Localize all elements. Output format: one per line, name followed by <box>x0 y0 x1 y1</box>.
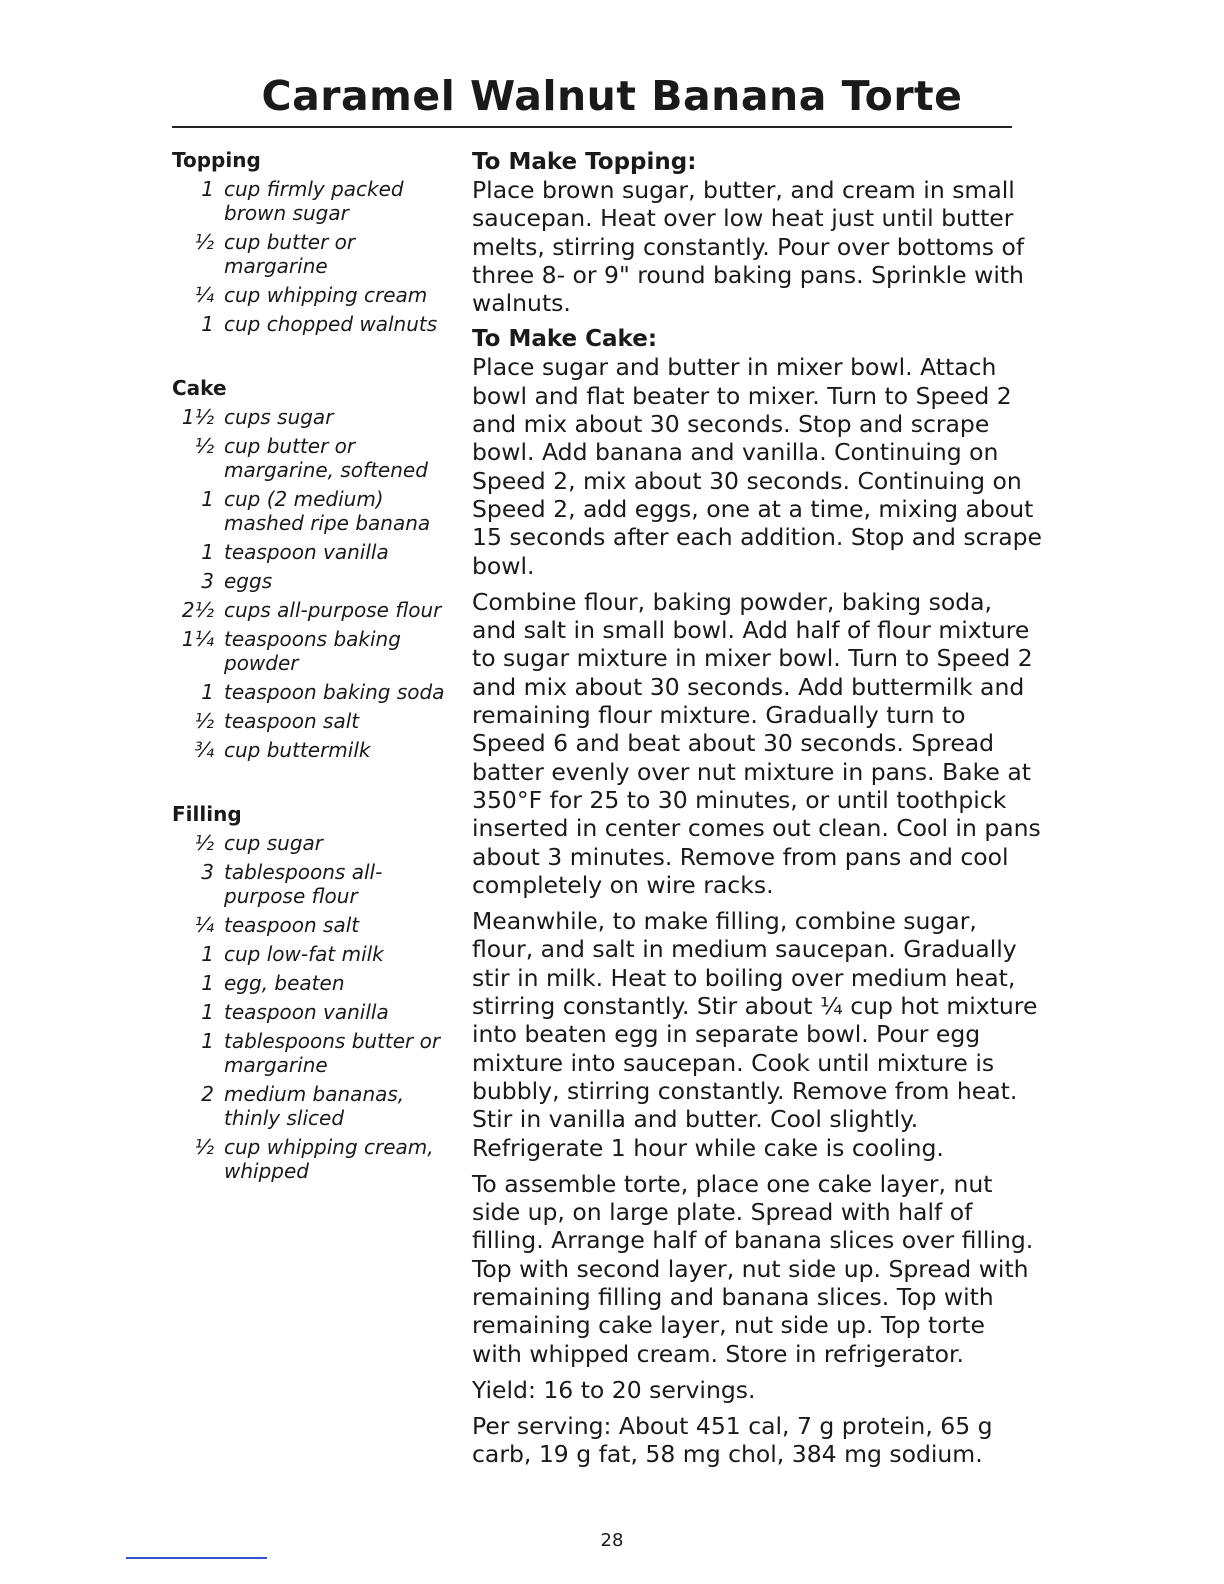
assemble-directions-text: To assemble torte, place one cake layer, nut side up, on large plate. Spread with half of filling. Arrange half of banana slices over filling. Top with second layer, nut side up. Spread with remaining filling and banana slices. Top with remaining cake layer, nut side up. Top torte with whipped cream. Store in refrigerator. <box>472 1169 1034 1368</box>
ingredient-text: cup low-fat milk <box>224 942 384 966</box>
ingredient-item <box>172 627 452 675</box>
filling-section <box>172 802 452 1183</box>
cake-directions-text: Place sugar and butter in mixer bowl. Attach bowl and flat beater to mixer. Turn to Speed 2 and mix about 30 seconds. Stop and scrape bowl. Add banana and vanilla. Continuing on Speed 2, mix about 30 seconds. Continuing on Speed 2, add eggs, one at a time, mixing about 15 seconds after each addition. Stop and scrape bowl. <box>472 353 1043 580</box>
ingredient-item <box>172 1029 452 1077</box>
ingredient-text: eggs <box>224 569 273 593</box>
ingredient-item <box>172 971 452 995</box>
ingredient-amount: 1½ <box>181 405 214 429</box>
ingredient-item <box>172 680 452 704</box>
ingredient-amount: 1 <box>201 487 214 511</box>
ingredient-amount: 1 <box>201 540 214 564</box>
ingredient-amount: ¼ <box>194 283 214 307</box>
yield-text: Yield: 16 to 20 servings. <box>472 1375 756 1404</box>
ingredient-amount: 1 <box>201 312 214 336</box>
ingredient-text: teaspoon vanilla <box>224 1000 389 1024</box>
ingredient-item <box>172 405 452 429</box>
ingredient-amount: 3 <box>201 569 214 593</box>
ingredient-amount: ¾ <box>194 738 214 762</box>
ingredient-item <box>172 540 452 564</box>
topping-heading: Topping <box>172 148 261 172</box>
ingredient-item <box>172 942 452 966</box>
ingredient-item <box>172 709 452 733</box>
ingredient-amount: 1 <box>201 942 214 966</box>
ingredient-amount: ½ <box>194 709 214 733</box>
cake-directions-text-2: Combine flour, baking powder, baking soda, and salt in small bowl. Add half of flour mixture to sugar mixture in mixer bowl. Turn to Speed 2 and mix about 30 seconds. Add buttermilk and remaining flour mixture. Gradually turn to Speed 6 and beat about 30 seconds. Spread batter evenly over nut mixture in pans. Bake at 350°F for 25 to 30 minutes, or until toothpick inserted in center comes out clean. Cool in pans about 3 minutes. Remove from pans and cool completely on wire racks. <box>472 587 1041 899</box>
ingredient-item <box>172 283 452 307</box>
cake-section <box>172 376 452 762</box>
ingredient-text: tablespoons all-purpose flour <box>224 860 383 908</box>
filling-directions-text: Meanwhile, to make filling, combine sugar, flour, and salt in medium saucepan. Gradually stir in milk. Heat to boiling over medium heat, stirring constantly. Stir about ¼ cup hot mixture into beaten egg in separate bowl. Pour egg mixture into saucepan. Cook until mixture is bubbly, stirring constantly. Remove from heat. Stir in vanilla and butter. Cool slightly. Refrigerate 1 hour while cake is cooling. <box>472 907 1038 1162</box>
filling-heading: Filling <box>172 802 242 826</box>
ingredient-text: tablespoons butter or margarine <box>224 1029 441 1077</box>
ingredient-amount: 1 <box>201 177 214 201</box>
ingredient-item <box>172 487 452 535</box>
ingredients-column <box>172 148 452 1223</box>
ingredient-text: cup whipping cream <box>224 283 428 307</box>
ingredient-amount: ½ <box>194 230 214 254</box>
ingredient-text: teaspoon salt <box>224 709 360 733</box>
topping-directions-text: Place brown sugar, butter, and cream in small saucepan. Heat over low heat just until butter melts, stirring constantly. Pour over bottoms of three 8- or 9" round baking pans. Sprinkle with walnuts. <box>472 176 1025 318</box>
ingredient-amount: ½ <box>194 1135 214 1159</box>
ingredient-text: cup chopped walnuts <box>224 312 438 336</box>
ingredient-amount: 2½ <box>181 598 214 622</box>
ingredient-amount: 1¼ <box>181 627 214 651</box>
ingredient-item <box>172 1135 452 1183</box>
ingredient-item <box>172 1082 452 1130</box>
topping-section <box>172 148 452 336</box>
ingredient-text: cup sugar <box>224 831 323 855</box>
ingredient-text: teaspoon salt <box>224 913 360 937</box>
ingredient-text: teaspoon vanilla <box>224 540 389 564</box>
ingredient-amount: ¼ <box>194 913 214 937</box>
ingredient-text: cup butter or margarine <box>224 230 356 278</box>
ingredient-text: teaspoon baking soda <box>224 680 445 704</box>
ingredient-item <box>172 738 452 762</box>
title-divider <box>172 126 1012 128</box>
ingredient-amount: ½ <box>194 831 214 855</box>
ingredient-item <box>172 598 452 622</box>
cake-heading: Cake <box>172 376 227 400</box>
ingredient-amount: 1 <box>201 680 214 704</box>
ingredient-amount: 2 <box>201 1082 214 1106</box>
ingredient-item <box>172 177 452 225</box>
ingredient-text: medium bananas, thinly sliced <box>224 1082 405 1130</box>
ingredient-text: cup (2 medium) mashed ripe banana <box>224 487 431 535</box>
ingredient-item <box>172 312 452 336</box>
ingredient-text: egg, beaten <box>224 971 345 995</box>
ingredient-text: cup buttermilk <box>224 738 371 762</box>
topping-directions-heading: To Make Topping: <box>472 149 697 175</box>
ingredient-item <box>172 230 452 278</box>
ingredient-item <box>172 434 452 482</box>
ingredient-amount: 1 <box>201 1029 214 1053</box>
ingredient-text: cup whipping cream, whipped <box>224 1135 434 1183</box>
ingredient-text: cups sugar <box>224 405 334 429</box>
directions-column <box>472 148 1042 1477</box>
ingredient-text: cup firmly packed brown sugar <box>224 177 404 225</box>
ingredient-amount: ½ <box>194 434 214 458</box>
page-number: 28 <box>600 1530 624 1551</box>
ingredient-text: teaspoons baking powder <box>224 627 401 675</box>
ingredient-text: cup butter or margarine, softened <box>224 434 428 482</box>
ingredient-amount: 1 <box>201 1000 214 1024</box>
ingredient-item <box>172 569 452 593</box>
page-title: Caramel Walnut Banana Torte <box>261 72 963 120</box>
ingredient-text: cups all-purpose flour <box>224 598 442 622</box>
ingredient-item <box>172 831 452 855</box>
ingredient-item <box>172 913 452 937</box>
nutrition-text: Per serving: About 451 cal, 7 g protein, 65 g carb, 19 g fat, 58 mg chol, 384 mg sodium. <box>472 1412 993 1469</box>
ingredient-amount: 3 <box>201 860 214 884</box>
footer-line <box>126 1557 267 1559</box>
cake-directions-heading: To Make Cake: <box>472 326 658 353</box>
ingredient-item <box>172 1000 452 1024</box>
ingredient-item <box>172 860 452 908</box>
ingredient-amount: 1 <box>201 971 214 995</box>
